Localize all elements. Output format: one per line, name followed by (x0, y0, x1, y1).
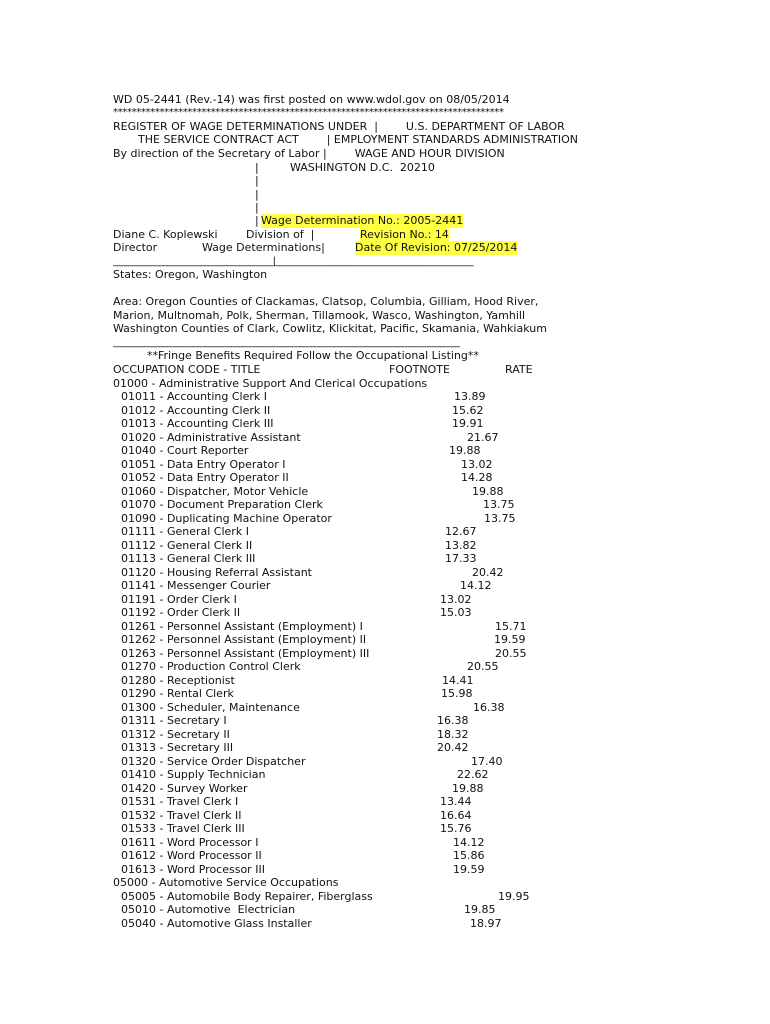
occupation-group-title: 05000 - Automotive Service Occupations (113, 876, 339, 889)
occupation-rate: 19.88 (472, 485, 504, 498)
occupation-rate: 20.42 (437, 741, 469, 754)
occupation-title: 01191 - Order Clerk I (121, 593, 237, 606)
occupation-rate: 13.44 (440, 795, 472, 808)
occupation-rate: 20.42 (472, 566, 504, 579)
occupation-title: 05010 - Automotive Electrician (121, 903, 296, 916)
director-title: Director (113, 241, 158, 254)
division-of: Division of | (246, 228, 315, 241)
occupation-group-title: 01000 - Administrative Support And Clerical Occupations (113, 377, 428, 390)
occupation-title: 01320 - Service Order Dispatcher (121, 755, 306, 768)
occupation-title: 01420 - Survey Worker (121, 782, 248, 795)
pipe-1: | (255, 161, 259, 174)
occupation-title: 01313 - Secretary III (121, 741, 234, 754)
occupation-title: 01060 - Dispatcher, Motor Vehicle (121, 485, 309, 498)
occupation-rate: 13.02 (461, 458, 493, 471)
occupation-title: 01290 - Rental Clerk (121, 687, 234, 700)
occupation-title: 01141 - Messenger Courier (121, 579, 271, 592)
fringe-benefits-note: **Fringe Benefits Required Follow the Occupational Listing** (147, 349, 479, 362)
occupation-rate: 14.12 (460, 579, 492, 592)
occupation-rate: 21.67 (467, 431, 499, 444)
occupation-rate: 22.62 (457, 768, 489, 781)
washington-address: WASHINGTON D.C. 20210 (290, 161, 435, 174)
occupation-rate: 20.55 (467, 660, 499, 673)
occupation-rate: 19.88 (449, 444, 481, 457)
occupation-rate: 19.59 (494, 633, 526, 646)
column-header-footnote: FOOTNOTE (389, 363, 450, 376)
occupation-rate: 19.59 (453, 863, 485, 876)
occupation-rate: 19.95 (498, 890, 530, 903)
occupation-rate: 15.62 (452, 404, 484, 417)
occupation-title: 01533 - Travel Clerk III (121, 822, 245, 835)
date-of-revision: Date Of Revision: 07/25/2014 (355, 241, 518, 254)
occupation-rate: 17.33 (445, 552, 477, 565)
column-header-rate: RATE (505, 363, 533, 376)
occupation-rate: 13.75 (484, 512, 516, 525)
occupation-rate: 16.38 (473, 701, 505, 714)
occupation-rate: 18.97 (470, 917, 502, 930)
occupation-rate: 13.89 (454, 390, 486, 403)
occupation-title: 01311 - Secretary I (121, 714, 227, 727)
occupation-title: 01013 - Accounting Clerk III (121, 417, 274, 430)
occupation-title: 01120 - Housing Referral Assistant (121, 566, 312, 579)
occupation-rate: 17.40 (471, 755, 503, 768)
occupation-title: 01192 - Order Clerk II (121, 606, 241, 619)
occupation-rate: 12.67 (445, 525, 477, 538)
occupation-title: 05005 - Automobile Body Repairer, Fiberglass (121, 890, 373, 903)
occupation-title: 01262 - Personnel Assistant (Employment) II (121, 633, 367, 646)
pipe-4: | (255, 201, 259, 214)
occupation-rate: 15.71 (495, 620, 527, 633)
occupation-rate: 19.91 (452, 417, 484, 430)
occupation-title: 01112 - General Clerk II (121, 539, 253, 552)
pipe-5: | (255, 214, 259, 227)
occupation-title: 01261 - Personnel Assistant (Employment) I (121, 620, 363, 633)
occupation-rate: 16.38 (437, 714, 469, 727)
signer-name: Diane C. Koplewski (113, 228, 218, 241)
occupation-title: 01270 - Production Control Clerk (121, 660, 301, 673)
occupation-rate: 13.02 (440, 593, 472, 606)
area-line-3: Washington Counties of Clark, Cowlitz, Klickitat, Pacific, Skamania, Wahkiakum (113, 322, 547, 335)
asterisk-divider: ************************************************************************************ (113, 107, 504, 118)
occupation-title: 01090 - Duplicating Machine Operator (121, 512, 332, 525)
occupation-title: 05040 - Automotive Glass Installer (121, 917, 312, 930)
pipe-2: | (255, 174, 259, 187)
occupation-rate: 14.12 (453, 836, 485, 849)
occupation-rate: 15.76 (440, 822, 472, 835)
occupation-rate: 15.86 (453, 849, 485, 862)
occupation-title: 01300 - Scheduler, Maintenance (121, 701, 300, 714)
revision-number: Revision No.: 14 (360, 228, 449, 241)
sca-line: THE SERVICE CONTRACT ACT | EMPLOYMENT STANDARDS ADMINISTRATION (138, 133, 579, 146)
pipe-3: | (255, 188, 259, 201)
occupation-title: 01052 - Data Entry Operator II (121, 471, 289, 484)
wage-determination-number: Wage Determination No.: 2005-2441 (261, 214, 464, 227)
occupation-rate: 16.64 (440, 809, 472, 822)
area-rule: ___________________________________________________________________________________________ (113, 337, 459, 348)
occupation-title: 01280 - Receptionist (121, 674, 235, 687)
occupation-title: 01532 - Travel Clerk II (121, 809, 242, 822)
area-line-1: Area: Oregon Counties of Clackamas, Clatsop, Columbia, Gilliam, Hood River, (113, 295, 539, 308)
occupation-rate: 14.41 (442, 674, 474, 687)
occupation-rate: 20.55 (495, 647, 527, 660)
occupation-title: 01531 - Travel Clerk I (121, 795, 239, 808)
wage-determinations-label: Wage Determinations| (202, 241, 325, 254)
occupation-title: 01263 - Personnel Assistant (Employment) III (121, 647, 370, 660)
direction-line: By direction of the Secretary of Labor | WAGE AND HOUR DIVISION (113, 147, 505, 160)
occupation-title: 01020 - Administrative Assistant (121, 431, 301, 444)
occupation-title: 01051 - Data Entry Operator I (121, 458, 286, 471)
occupation-title: 01040 - Court Reporter (121, 444, 249, 457)
area-line-2: Marion, Multnomah, Polk, Sherman, Tillamook, Wasco, Washington, Yamhill (113, 309, 526, 322)
occupation-rate: 19.88 (452, 782, 484, 795)
occupation-rate: 19.85 (464, 903, 496, 916)
occupation-title: 01611 - Word Processor I (121, 836, 259, 849)
posted-line: WD 05-2441 (Rev.-14) was first posted on www.wdol.gov on 08/05/2014 (113, 93, 510, 106)
header-rule: __________________________________________|____________________________________________________ (113, 256, 473, 267)
states-line: States: Oregon, Washington (113, 268, 268, 281)
occupation-title: 01111 - General Clerk I (121, 525, 249, 538)
occupation-rate: 15.03 (440, 606, 472, 619)
occupation-rate: 13.82 (445, 539, 477, 552)
occupation-rate: 18.32 (437, 728, 469, 741)
occupation-title: 01613 - Word Processor III (121, 863, 265, 876)
occupation-title: 01410 - Supply Technician (121, 768, 266, 781)
occupation-rate: 13.75 (483, 498, 515, 511)
occupation-title: 01012 - Accounting Clerk II (121, 404, 271, 417)
column-header-occupation: OCCUPATION CODE - TITLE (113, 363, 261, 376)
register-line: REGISTER OF WAGE DETERMINATIONS UNDER | U.S. DEPARTMENT OF LABOR (113, 120, 565, 133)
occupation-title: 01070 - Document Preparation Clerk (121, 498, 323, 511)
occupation-title: 01312 - Secretary II (121, 728, 230, 741)
occupation-rate: 14.28 (461, 471, 493, 484)
occupation-rate: 15.98 (441, 687, 473, 700)
occupation-title: 01113 - General Clerk III (121, 552, 256, 565)
occupation-title: 01612 - Word Processor II (121, 849, 262, 862)
occupation-title: 01011 - Accounting Clerk I (121, 390, 268, 403)
